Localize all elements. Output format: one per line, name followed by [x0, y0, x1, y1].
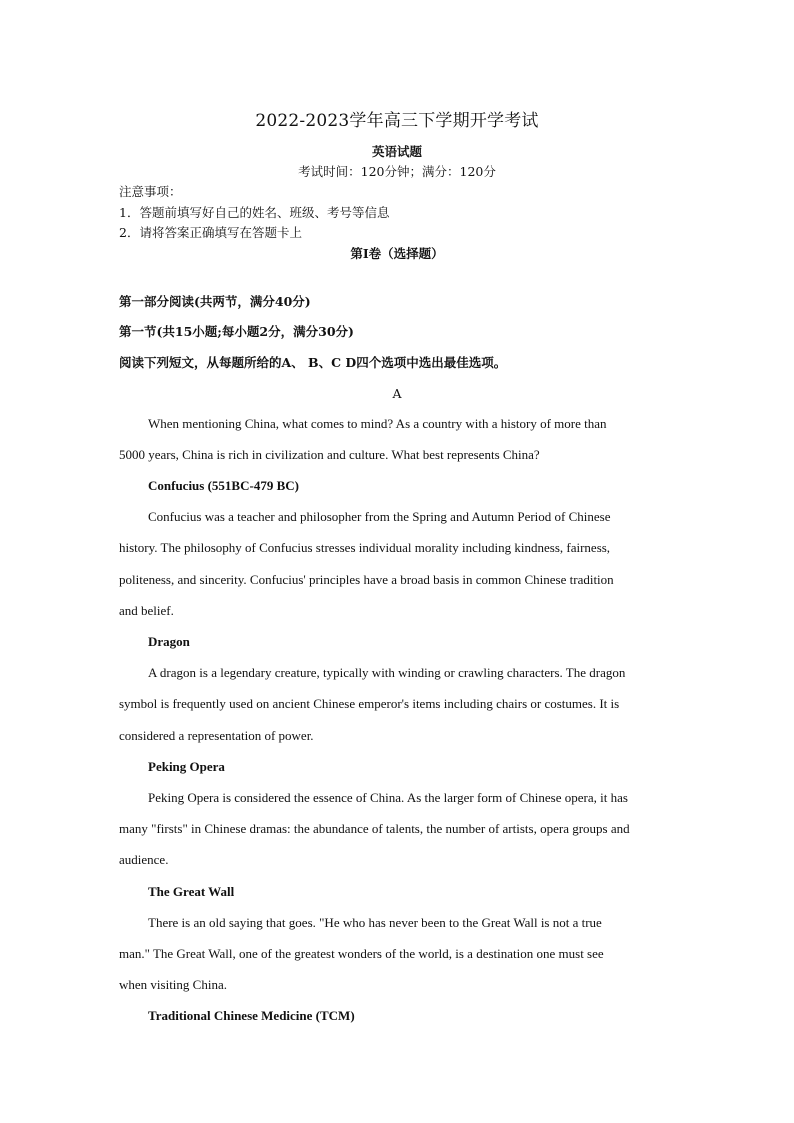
part-one-title: 第一部分阅读(共两节，满分40分) [119, 294, 311, 309]
section-heading-tcm: Traditional Chinese Medicine (TCM) [148, 1008, 355, 1023]
intro-line-2: 5000 years, China is rich in civilization and culture. What best represents China? [119, 447, 540, 462]
exam-time-info: 考试时间：120分钟；满分：120分 [298, 164, 496, 179]
confucius-line-1: Confucius was a teacher and philosopher from the Spring and Autumn Period of Chinese [148, 509, 611, 524]
confucius-line-3: politeness, and sincerity. Confucius' principles have a broad basis in common Chinese tradition [119, 572, 614, 587]
exam-title: 2022-2023学年高三下学期开学考试 [255, 111, 539, 131]
intro-line-1: When mentioning China, what comes to mind? As a country with a history of more than [148, 416, 607, 431]
confucius-line-2: history. The philosophy of Confucius stresses individual morality including kindness, fairness, [119, 540, 611, 555]
notice-heading: 注意事项： [119, 184, 182, 199]
section-heading-great-wall: The Great Wall [148, 884, 235, 899]
section-one-title: 第一节(共15小题;每小题2分，满分30分) [119, 324, 354, 339]
dragon-line-1: A dragon is a legendary creature, typically with winding or crawling characters. The dragon [148, 665, 626, 680]
subject-title: 英语试题 [371, 144, 422, 159]
opera-line-3: audience. [119, 852, 169, 867]
wall-line-1: There is an old saying that goes. "He who has never been to the Great Wall is not a true [148, 915, 602, 930]
section-heading-confucius: Confucius (551BC-479 BC) [148, 478, 299, 493]
reading-instruction: 阅读下列短文，从每题所给的A、 B、C D四个选项中选出最佳选项。 [119, 355, 507, 370]
notice-item-2: 2．请将答案正确填写在答题卡上 [119, 225, 302, 240]
passage-letter: A [392, 386, 402, 401]
opera-line-1: Peking Opera is considered the essence of China. As the larger form of Chinese opera, it has [148, 790, 628, 805]
notice-item-1: 1．答题前填写好自己的姓名、班级、考号等信息 [119, 205, 390, 220]
volume-title: 第I卷（选择题） [350, 246, 444, 261]
section-heading-peking-opera: Peking Opera [148, 759, 225, 774]
confucius-line-4: and belief. [119, 603, 174, 618]
section-heading-dragon: Dragon [148, 634, 190, 649]
opera-line-2: many "firsts" in Chinese dramas: the abundance of talents, the number of artists, opera groups and [119, 821, 630, 836]
dragon-line-3: considered a representation of power. [119, 728, 314, 743]
wall-line-2: man." The Great Wall, one of the greatest wonders of the world, is a destination one must see [119, 946, 604, 961]
dragon-line-2: symbol is frequently used on ancient Chinese emperor's items including chairs or costumes. It is [119, 696, 620, 711]
wall-line-3: when visiting China. [119, 977, 227, 992]
